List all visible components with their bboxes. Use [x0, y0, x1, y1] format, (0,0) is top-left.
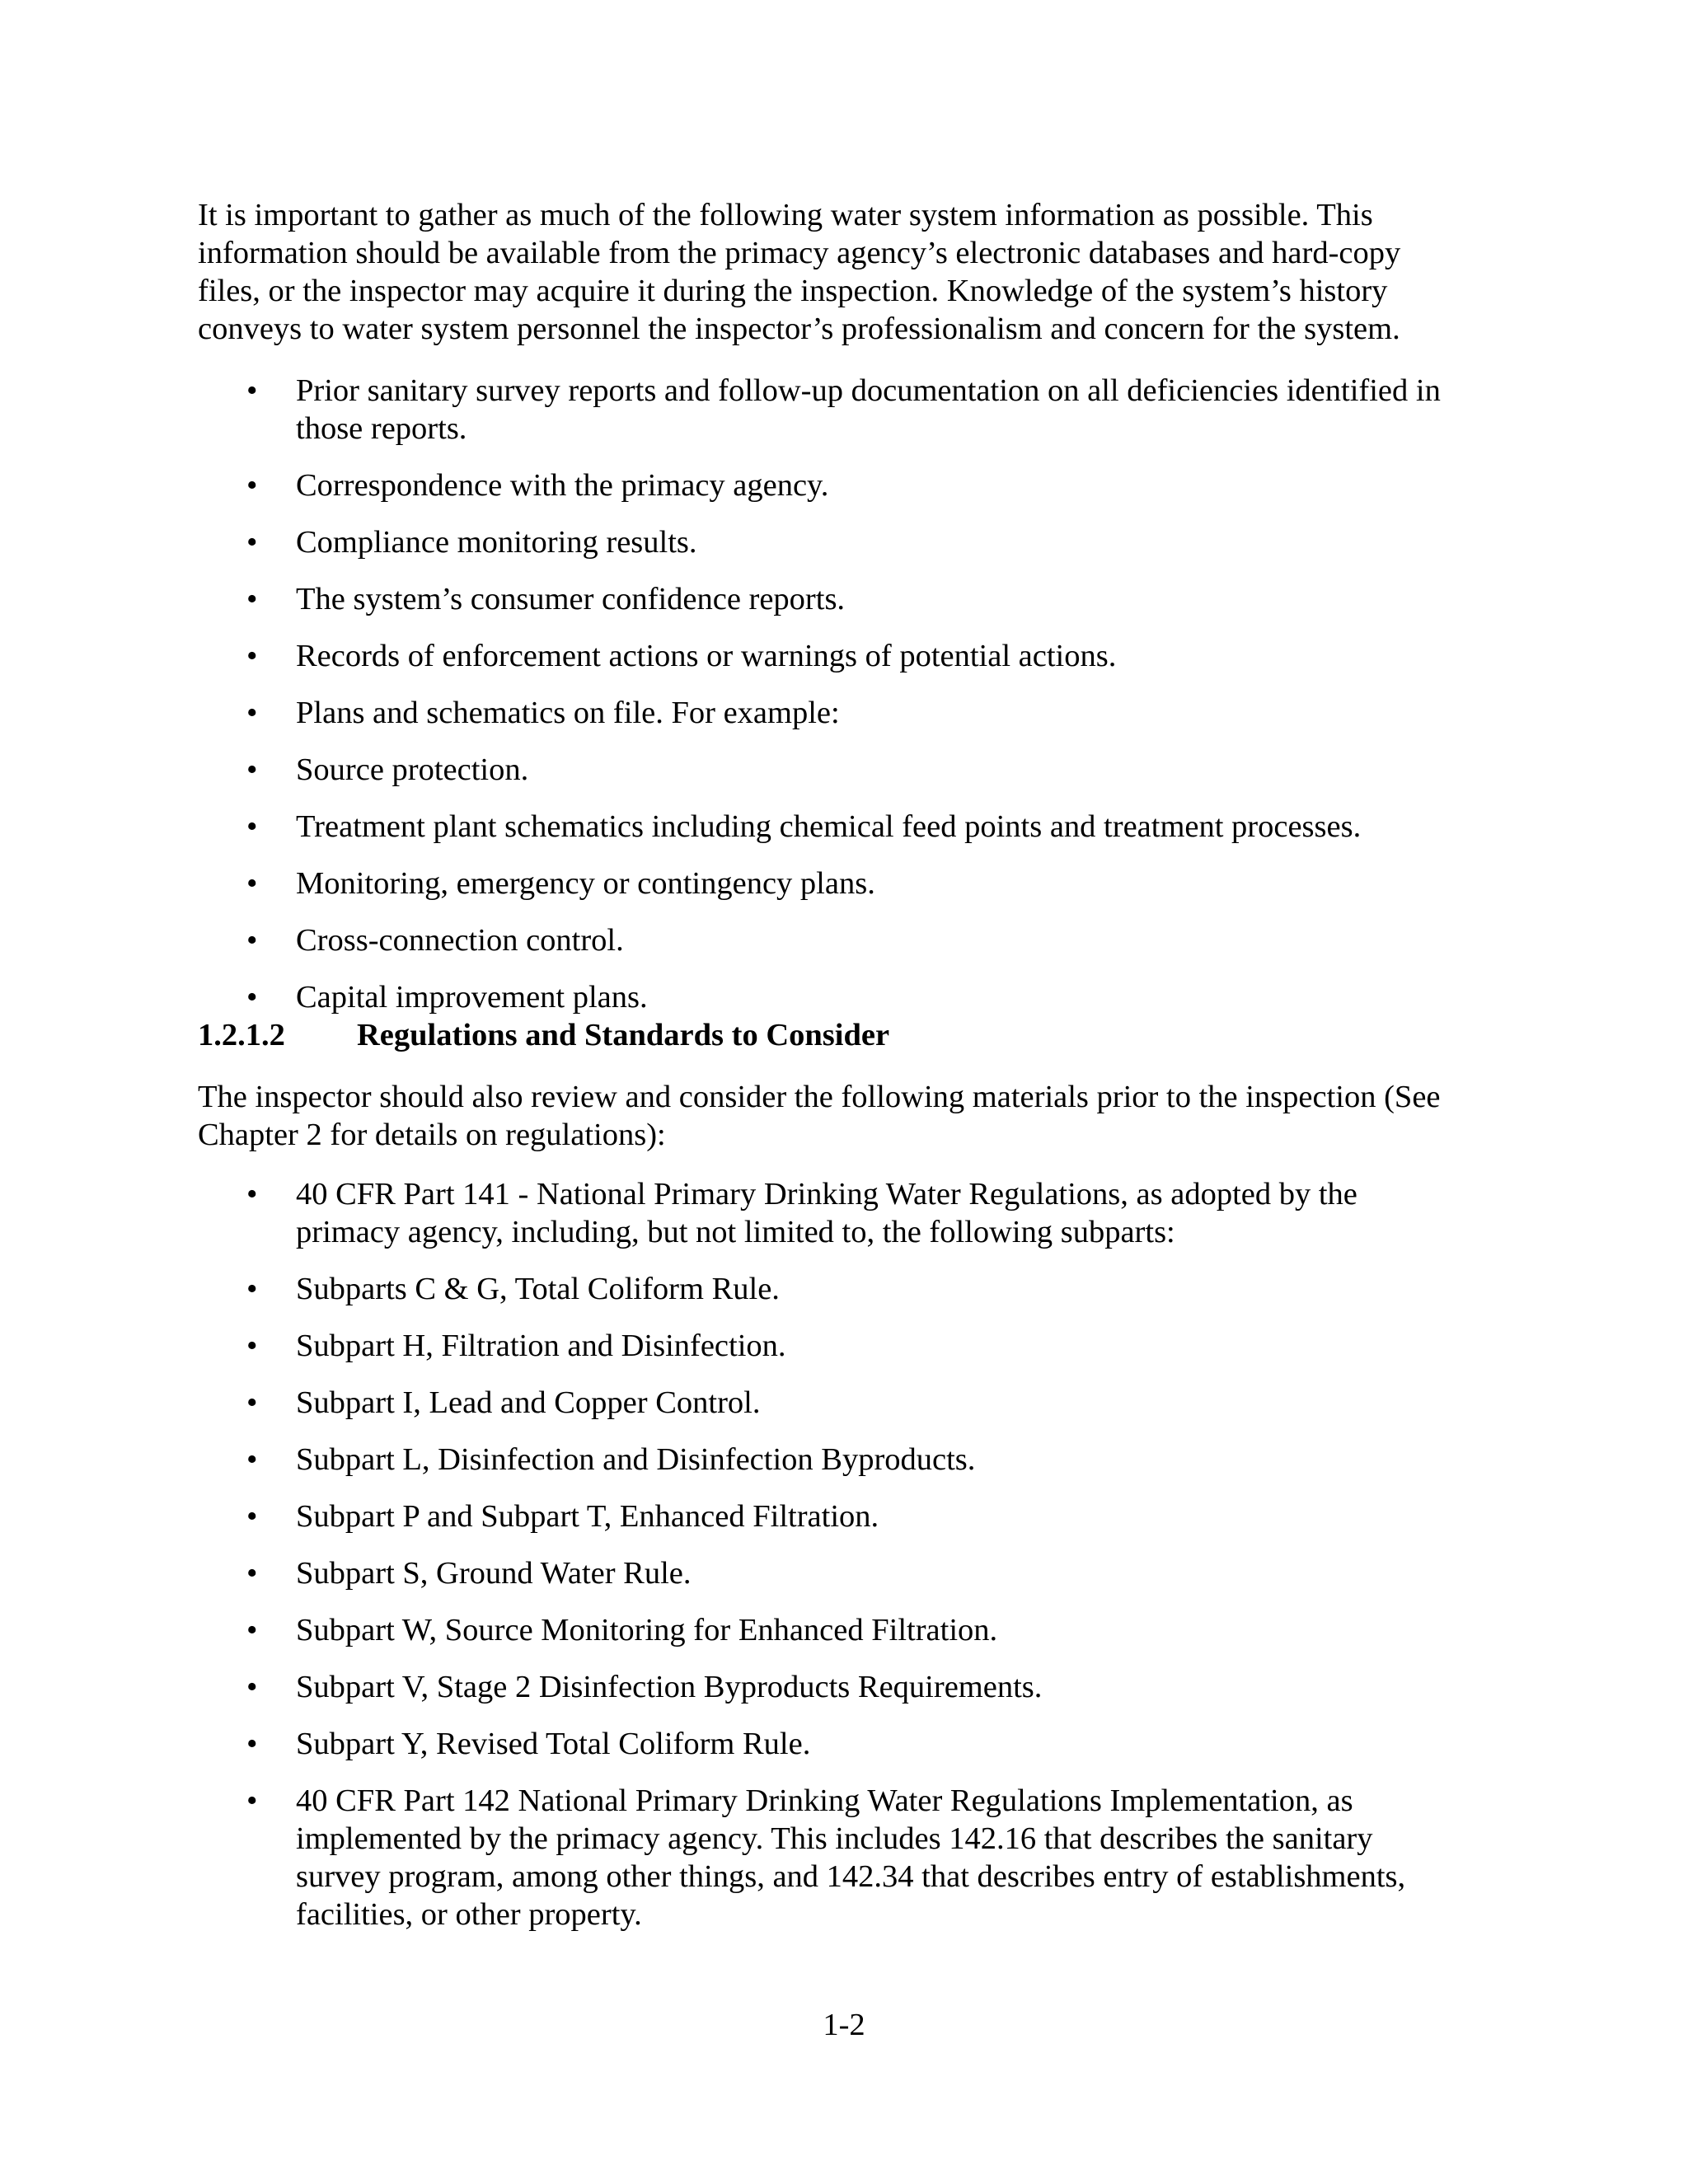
list-item-text: Cross-connection control. — [296, 923, 624, 958]
intro-paragraph: It is important to gather as much of the following water system information as possible. This information should be available from the primacy agency’s electronic databases and hard-copy files, or the inspector may acquire it during the inspection. Knowledge of the system’s history conveys to water system personnel the inspector’s professionalism and concern for the system. — [198, 198, 1401, 346]
bullet-icon: • — [246, 1783, 258, 1818]
list-item — [198, 523, 1459, 561]
list-item-text: Capital improvement plans. — [296, 980, 648, 1015]
list-item-text: Subpart S, Ground Water Rule. — [296, 1556, 692, 1591]
list-item — [198, 1554, 1459, 1592]
list-item-text: Subpart P and Subpart T, Enhanced Filtration. — [296, 1499, 879, 1534]
bullet-icon: • — [246, 1272, 258, 1306]
list-item-text: Compliance monitoring results. — [296, 525, 697, 560]
list-item-text: Subpart L, Disinfection and Disinfection Byproducts. — [296, 1442, 976, 1477]
list-item — [198, 466, 1459, 504]
list-item — [198, 1270, 1459, 1308]
bullet-icon: • — [246, 468, 258, 503]
bullet-icon: • — [246, 1385, 258, 1420]
bullet-icon: • — [246, 1177, 258, 1212]
page-number: 1-2 — [823, 2008, 865, 2042]
list-item-text: Subparts C & G, Total Coliform Rule. — [296, 1272, 780, 1306]
bullet-icon: • — [246, 923, 258, 958]
list-item — [198, 1441, 1459, 1479]
list-item — [198, 1175, 1459, 1251]
list-item-text: Subpart Y, Revised Total Coliform Rule. — [296, 1727, 811, 1761]
list-item — [198, 865, 1459, 902]
bullet-icon: • — [246, 1329, 258, 1363]
list-item-text: 40 CFR Part 142 National Primary Drinking Water Regulations Implementation, as implemented by the primacy agency. This includes 142.16 that describes the sanitary survey program, among other things, and 142.34 that describes entry of establishments, facilities, or other property. — [296, 1783, 1406, 1932]
regulations-paragraph: The inspector should also review and consider the following materials prior to the inspection (See Chapter 2 for details on regulations): — [198, 1080, 1441, 1152]
section-title: Regulations and Standards to Consider — [357, 1018, 890, 1052]
bullet-icon: • — [246, 1556, 258, 1591]
list-item-text: Subpart H, Filtration and Disinfection. — [296, 1329, 786, 1363]
list-item-text: Treatment plant schematics including chemical feed points and treatment processes. — [296, 809, 1362, 844]
list-item — [198, 808, 1459, 846]
system-info-list — [198, 372, 1459, 1016]
bullet-icon: • — [246, 696, 258, 730]
list-item — [198, 1384, 1459, 1422]
list-item-text: Records of enforcement actions or warnings of potential actions. — [296, 639, 1117, 673]
bullet-icon: • — [246, 809, 258, 844]
list-item — [198, 1497, 1459, 1535]
bullet-icon: • — [246, 980, 258, 1015]
list-item — [198, 637, 1459, 675]
list-item-text: Source protection. — [296, 752, 529, 787]
bullet-icon: • — [246, 525, 258, 560]
bullet-icon: • — [246, 752, 258, 787]
list-item — [198, 978, 1459, 1016]
bullet-icon: • — [246, 1613, 258, 1647]
list-item-text: Subpart I, Lead and Copper Control. — [296, 1385, 761, 1420]
bullet-icon: • — [246, 1442, 258, 1477]
bullet-icon: • — [246, 1727, 258, 1761]
bullet-icon: • — [246, 1670, 258, 1704]
list-item — [198, 1668, 1459, 1706]
section-number: 1.2.1.2 — [198, 1018, 285, 1052]
list-item-text: Plans and schematics on file. For example: — [296, 696, 840, 730]
bullet-icon: • — [246, 1499, 258, 1534]
list-item — [198, 580, 1459, 618]
list-item-text: Subpart V, Stage 2 Disinfection Byproducts Requirements. — [296, 1670, 1043, 1704]
bullet-icon: • — [246, 582, 258, 616]
list-item-text: Prior sanitary survey reports and follow-up documentation on all deficiencies identified in those reports. — [296, 373, 1441, 446]
page-content — [198, 196, 1459, 1933]
list-item — [198, 751, 1459, 789]
bullet-icon: • — [246, 639, 258, 673]
list-item-text: Monitoring, emergency or contingency plans. — [296, 866, 875, 901]
list-item — [198, 921, 1459, 959]
bullet-icon: • — [246, 866, 258, 901]
list-item — [198, 1611, 1459, 1649]
list-item — [198, 372, 1459, 448]
list-item — [198, 694, 1459, 732]
bullet-icon: • — [246, 373, 258, 408]
list-item — [198, 1725, 1459, 1763]
list-item-text: 40 CFR Part 141 - National Primary Drinking Water Regulations, as adopted by the primacy agency, including, but not limited to, the following subparts: — [296, 1177, 1357, 1249]
section-heading — [198, 1016, 1459, 1054]
list-item-text: Subpart W, Source Monitoring for Enhanced Filtration. — [296, 1613, 998, 1647]
list-item-text: Correspondence with the primacy agency. — [296, 468, 829, 503]
regulations-list — [198, 1175, 1459, 1933]
list-item — [198, 1327, 1459, 1365]
list-item — [198, 1782, 1459, 1933]
list-item-text: The system’s consumer confidence reports. — [296, 582, 846, 616]
